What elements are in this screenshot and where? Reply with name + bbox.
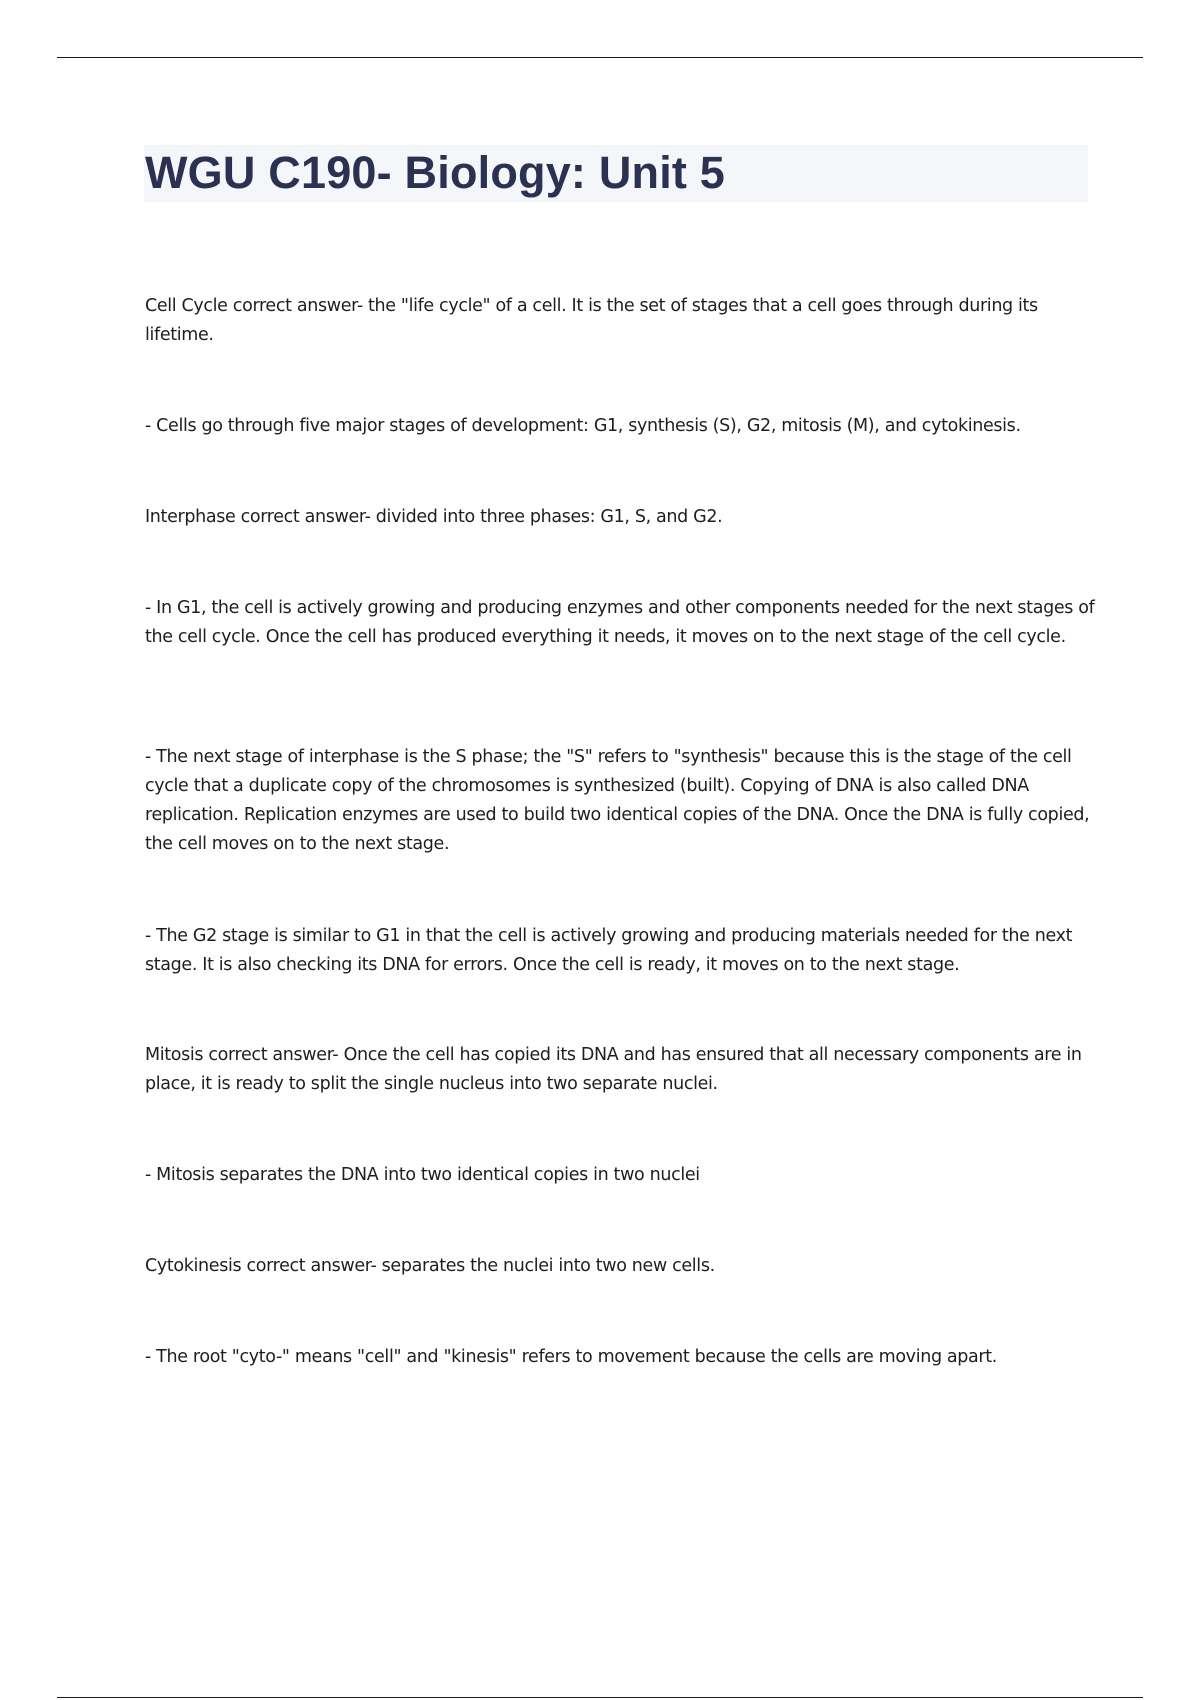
- top-rule: [57, 57, 1143, 58]
- bottom-rule: [57, 1697, 1143, 1698]
- paragraph-cytokinesis-root: - The root "cyto-" means "cell" and "kinesis" refers to movement because the cells are moving apart.: [145, 1347, 997, 1367]
- paragraph-cytokinesis: Cytokinesis correct answer- separates the nuclei into two new cells.: [145, 1256, 715, 1276]
- paragraph-cell-cycle: Cell Cycle correct answer- the "life cycle" of a cell. It is the set of stages that a cell goes through during its lifetime.: [145, 296, 1038, 345]
- paragraph-mitosis-detail: - Mitosis separates the DNA into two identical copies in two nuclei: [145, 1165, 700, 1185]
- paragraph-s-phase: - The next stage of interphase is the S phase; the "S" refers to "synthesis" because this is the stage of the cell cycle that a duplicate copy of the chromosomes is synthesized (built). Copying of DNA is also called DNA replication. Replication enzymes are used to build two identical copies of the DNA. Once the DNA is fully copied, the cell moves on to the next stage.: [145, 747, 1090, 854]
- paragraph-mitosis: Mitosis correct answer- Once the cell has copied its DNA and has ensured that all necessary components are in place, it is ready to split the single nucleus into two separate nuclei.: [145, 1045, 1082, 1094]
- document-title: WGU C190- Biology: Unit 5: [145, 147, 726, 198]
- paragraph-g1: - In G1, the cell is actively growing and producing enzymes and other components needed for the next stages of the cell cycle. Once the cell has produced everything it needs, it moves on to the next stage of the cell cycle.: [145, 598, 1095, 647]
- paragraph-cell-stages: - Cells go through five major stages of development: G1, synthesis (S), G2, mitosis (M), and cytokinesis.: [145, 416, 1021, 436]
- paragraph-g2: - The G2 stage is similar to G1 in that the cell is actively growing and producing materials needed for the next stage. It is also checking its DNA for errors. Once the cell is ready, it moves on to the next stage.: [145, 926, 1073, 975]
- paragraph-interphase: Interphase correct answer- divided into three phases: G1, S, and G2.: [145, 507, 723, 527]
